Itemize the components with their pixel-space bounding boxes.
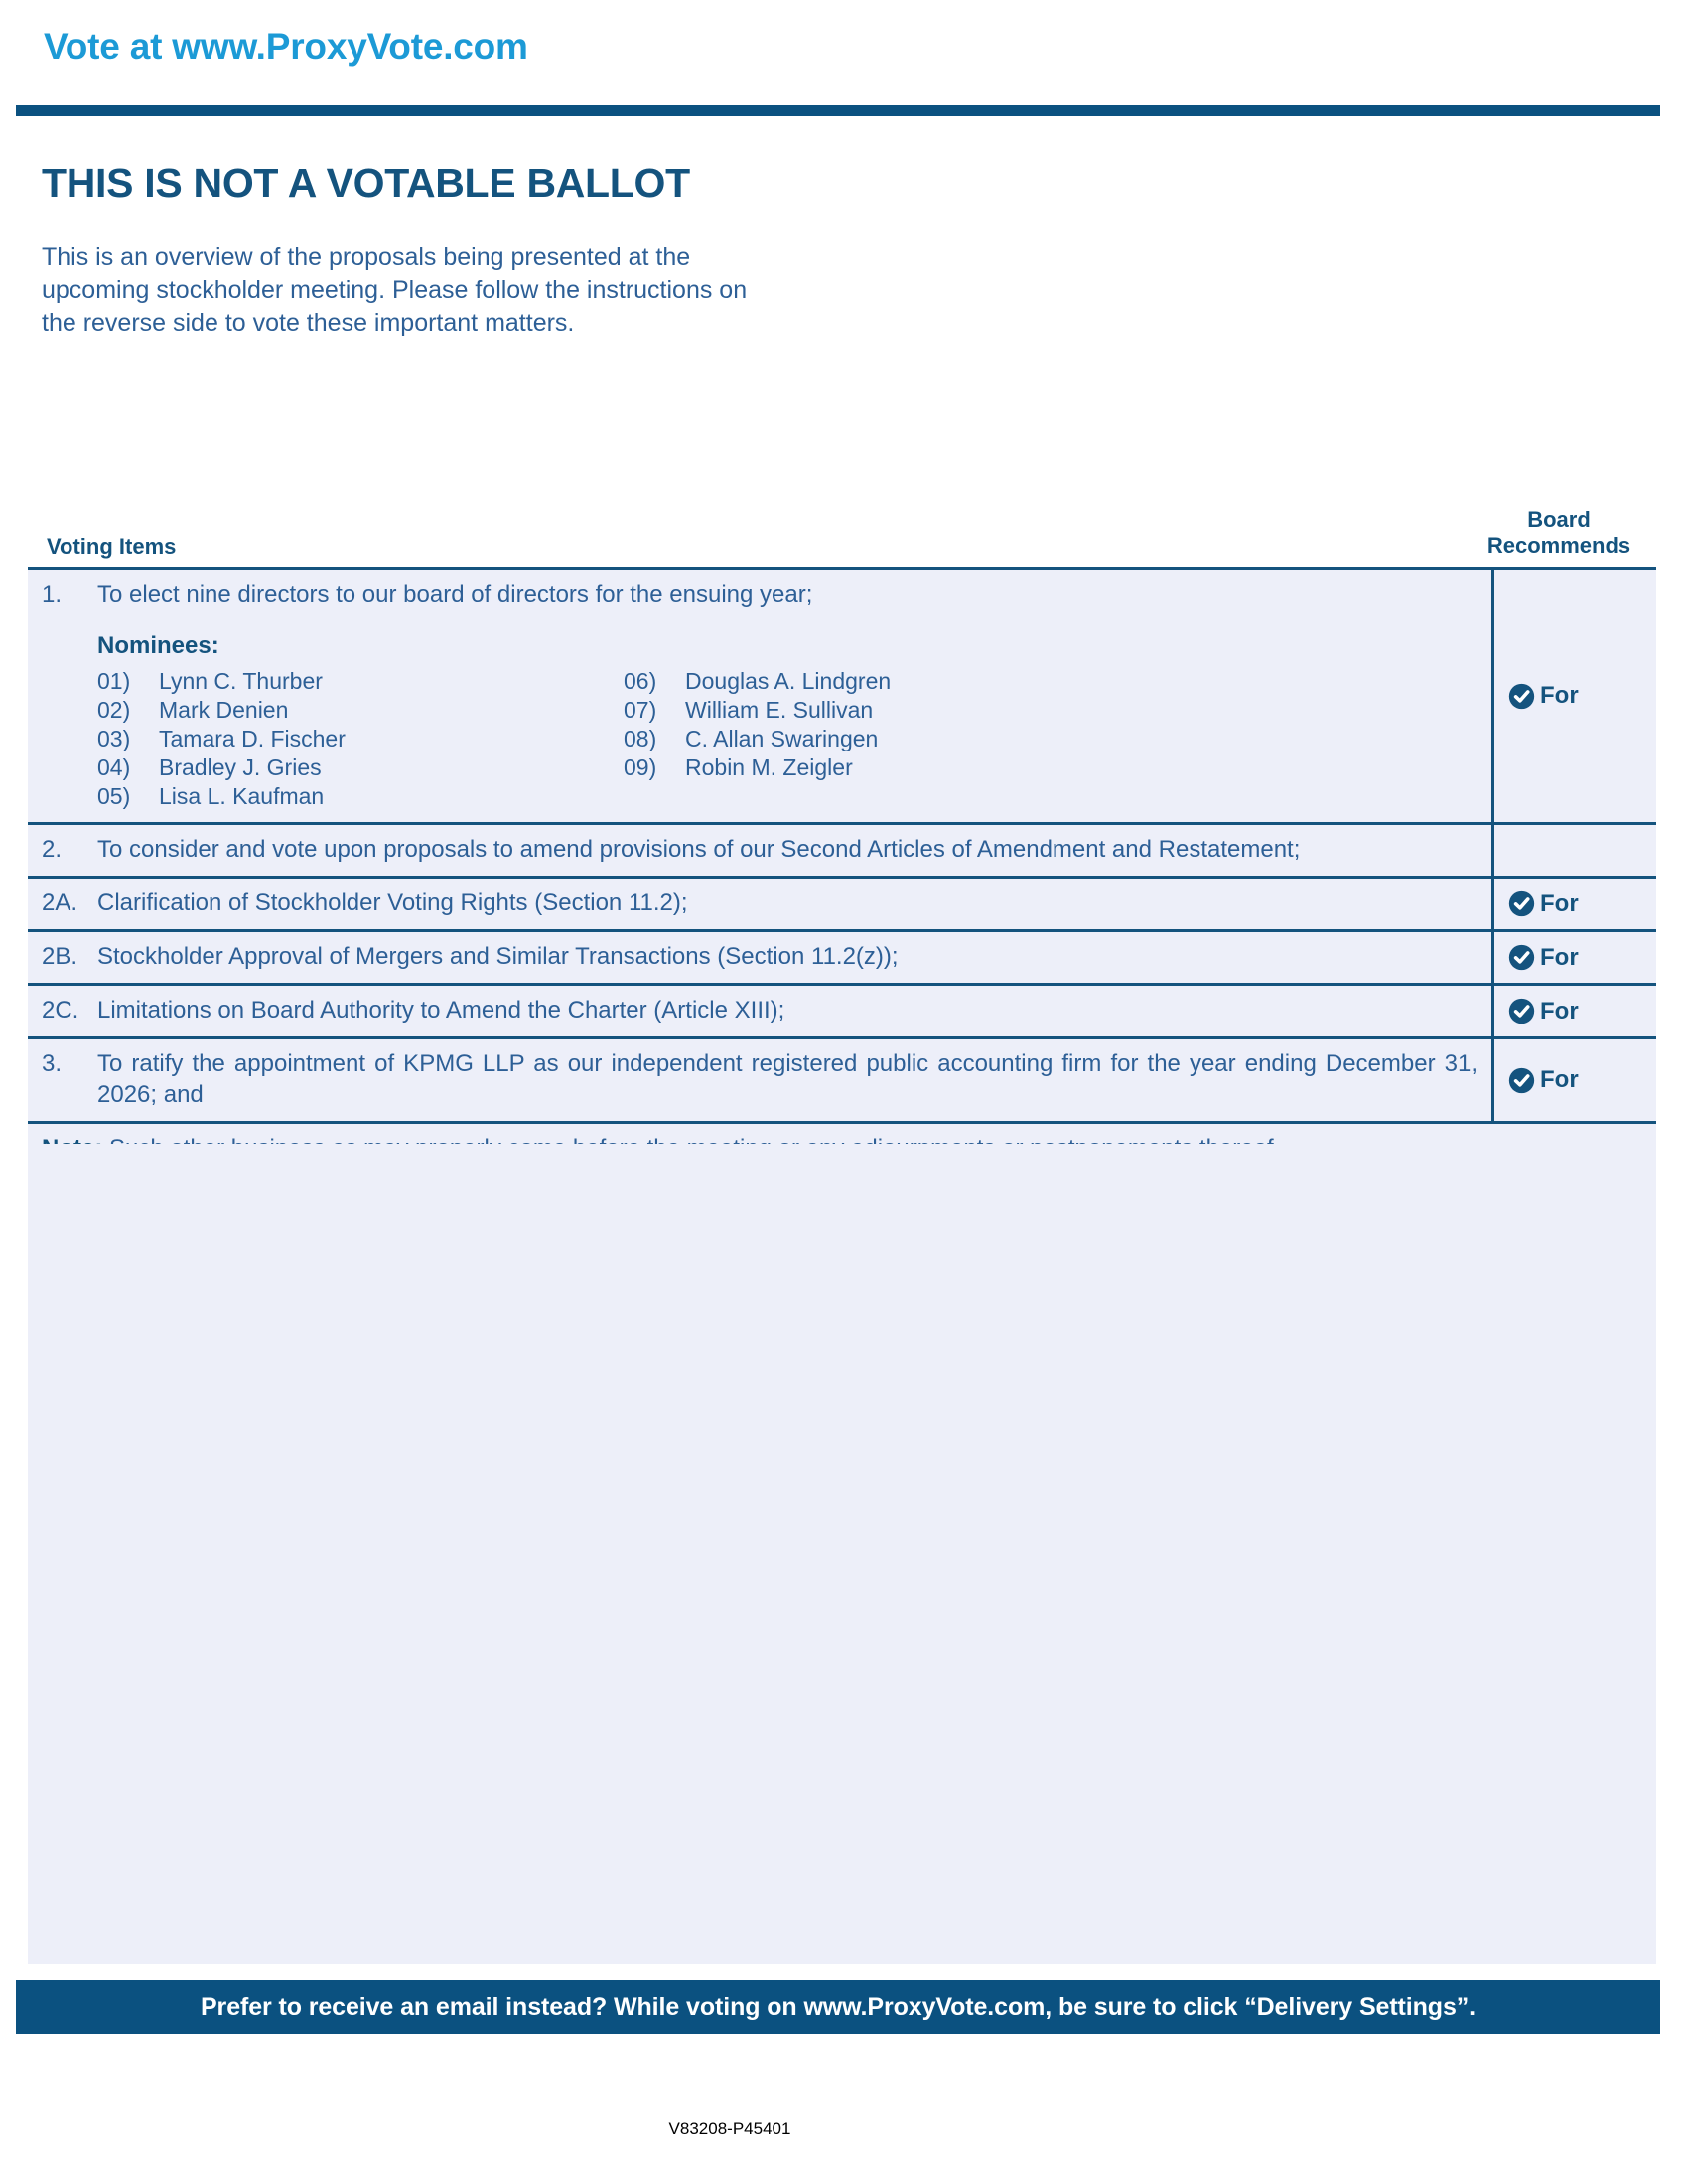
- vote-url-heading: Vote at www.ProxyVote.com: [44, 26, 528, 67]
- proposal-3-cell: [28, 1039, 1491, 1121]
- nominee-index: 03): [97, 726, 131, 751]
- proposal-number: 3.: [42, 1050, 63, 1077]
- nominees-column-left: [97, 667, 624, 811]
- recommendation-label: For: [1540, 1066, 1579, 1093]
- nominee-index: 07): [624, 697, 657, 723]
- list-item: [624, 667, 891, 696]
- header-divider-bar: [16, 105, 1660, 116]
- footer-message: Prefer to receive an email instead? While voting on www.ProxyVote.com, be sure to click “Delivery Settings”.: [200, 1992, 1477, 2021]
- nominee-index: 02): [97, 697, 131, 723]
- status-badge: [1508, 1066, 1579, 1094]
- nominee-name: William E. Sullivan: [685, 697, 874, 723]
- intro-line-1: This is an overview of the proposals being presented at the: [42, 243, 691, 271]
- list-item: [97, 753, 624, 782]
- nominee-index: 09): [624, 754, 657, 780]
- nominee-index: 04): [97, 754, 131, 780]
- nominee-index: 08): [624, 726, 657, 751]
- nominee-name: Lynn C. Thurber: [159, 668, 323, 694]
- proposal-1-cell: [28, 570, 1491, 822]
- proposal-number: 2C.: [42, 997, 79, 1024]
- proposal-2a-cell: [28, 879, 1491, 929]
- recommendation-cell: [1491, 986, 1656, 1036]
- status-badge: [1508, 944, 1579, 972]
- check-circle-icon: [1508, 890, 1535, 917]
- status-badge: [1508, 998, 1579, 1025]
- list-item: [97, 725, 624, 753]
- table-row: [28, 876, 1656, 929]
- nominee-index: 01): [97, 668, 131, 694]
- proposal-2b-cell: [28, 932, 1491, 983]
- table-row: [28, 983, 1656, 1036]
- recommendation-label: For: [1540, 889, 1579, 917]
- recommendation-cell: [1491, 825, 1656, 876]
- proposal-text: To consider and vote upon proposals to amend provisions of our Second Articles of Amendment and Restatement;: [97, 836, 1301, 863]
- control-number: V83208-P45401: [668, 2119, 791, 2138]
- nominee-index: 06): [624, 668, 657, 694]
- list-item: [624, 696, 891, 725]
- table-row: [28, 822, 1656, 876]
- page-title: THIS IS NOT A VOTABLE BALLOT: [42, 160, 690, 205]
- recommendation-cell: [1491, 879, 1656, 929]
- proposal-text: To ratify the appointment of KPMG LLP as our independent registered public accounting firm for the year ending December 31, 2026; and: [97, 1050, 1477, 1108]
- check-circle-icon: [1508, 1067, 1535, 1094]
- proposal-number: 1.: [42, 581, 63, 608]
- nominees-label: Nominees:: [97, 632, 219, 659]
- list-item: [97, 696, 624, 725]
- proposal-number: 2.: [42, 836, 63, 863]
- column-header-voting-items: Voting Items: [47, 534, 177, 559]
- recommendation-cell: [1491, 570, 1656, 822]
- nominee-name: Douglas A. Lindgren: [685, 668, 892, 694]
- proposal-text: Stockholder Approval of Mergers and Similar Transactions (Section 11.2(z));: [97, 943, 899, 970]
- recommendation-label: For: [1540, 997, 1579, 1024]
- proposal-text: Clarification of Stockholder Voting Rights (Section 11.2);: [97, 889, 688, 916]
- list-item: [624, 725, 891, 753]
- proposal-text: Limitations on Board Authority to Amend the Charter (Article XIII);: [97, 997, 785, 1024]
- nominee-name: C. Allan Swaringen: [685, 726, 879, 751]
- nominee-name: Tamara D. Fischer: [159, 726, 346, 751]
- status-badge: [1508, 682, 1579, 710]
- recommendation-cell: [1491, 1039, 1656, 1121]
- list-item: [624, 753, 891, 782]
- recommendation-label: For: [1540, 682, 1579, 709]
- list-item: [97, 667, 624, 696]
- blank-content-panel: [28, 1144, 1656, 1964]
- proposal-number: 2A.: [42, 889, 78, 916]
- intro-line-2: upcoming stockholder meeting. Please follow the instructions on: [42, 276, 748, 304]
- intro-paragraph: [42, 241, 856, 340]
- nominees-column-right: [624, 667, 891, 811]
- column-header-board-recommends: [1460, 507, 1658, 559]
- footer-bar: [16, 1980, 1660, 2034]
- table-row: [28, 929, 1656, 983]
- intro-line-3: the reverse side to vote these important matters.: [42, 309, 575, 337]
- check-circle-icon: [1508, 944, 1535, 971]
- recommendation-label: For: [1540, 943, 1579, 971]
- recommendation-cell: [1491, 932, 1656, 983]
- proposal-2c-cell: [28, 986, 1491, 1036]
- check-circle-icon: [1508, 683, 1535, 710]
- proposal-2-cell: [28, 825, 1491, 876]
- nominee-name: Robin M. Zeigler: [685, 754, 853, 780]
- board-recommends-line-1: Board: [1527, 507, 1591, 532]
- voting-items-table: [28, 567, 1656, 1178]
- proposal-text: To elect nine directors to our board of directors for the ensuing year;: [97, 581, 813, 608]
- nominee-name: Lisa L. Kaufman: [159, 783, 325, 809]
- nominees-list: [97, 667, 1477, 811]
- nominee-name: Mark Denien: [159, 697, 289, 723]
- table-row: [28, 567, 1656, 822]
- list-item: [97, 782, 624, 811]
- board-recommends-line-2: Recommends: [1486, 533, 1631, 558]
- proposal-number: 2B.: [42, 943, 78, 970]
- check-circle-icon: [1508, 998, 1535, 1024]
- nominee-index: 05): [97, 783, 131, 809]
- status-badge: [1508, 890, 1579, 918]
- nominee-name: Bradley J. Gries: [159, 754, 322, 780]
- table-row: [28, 1036, 1656, 1121]
